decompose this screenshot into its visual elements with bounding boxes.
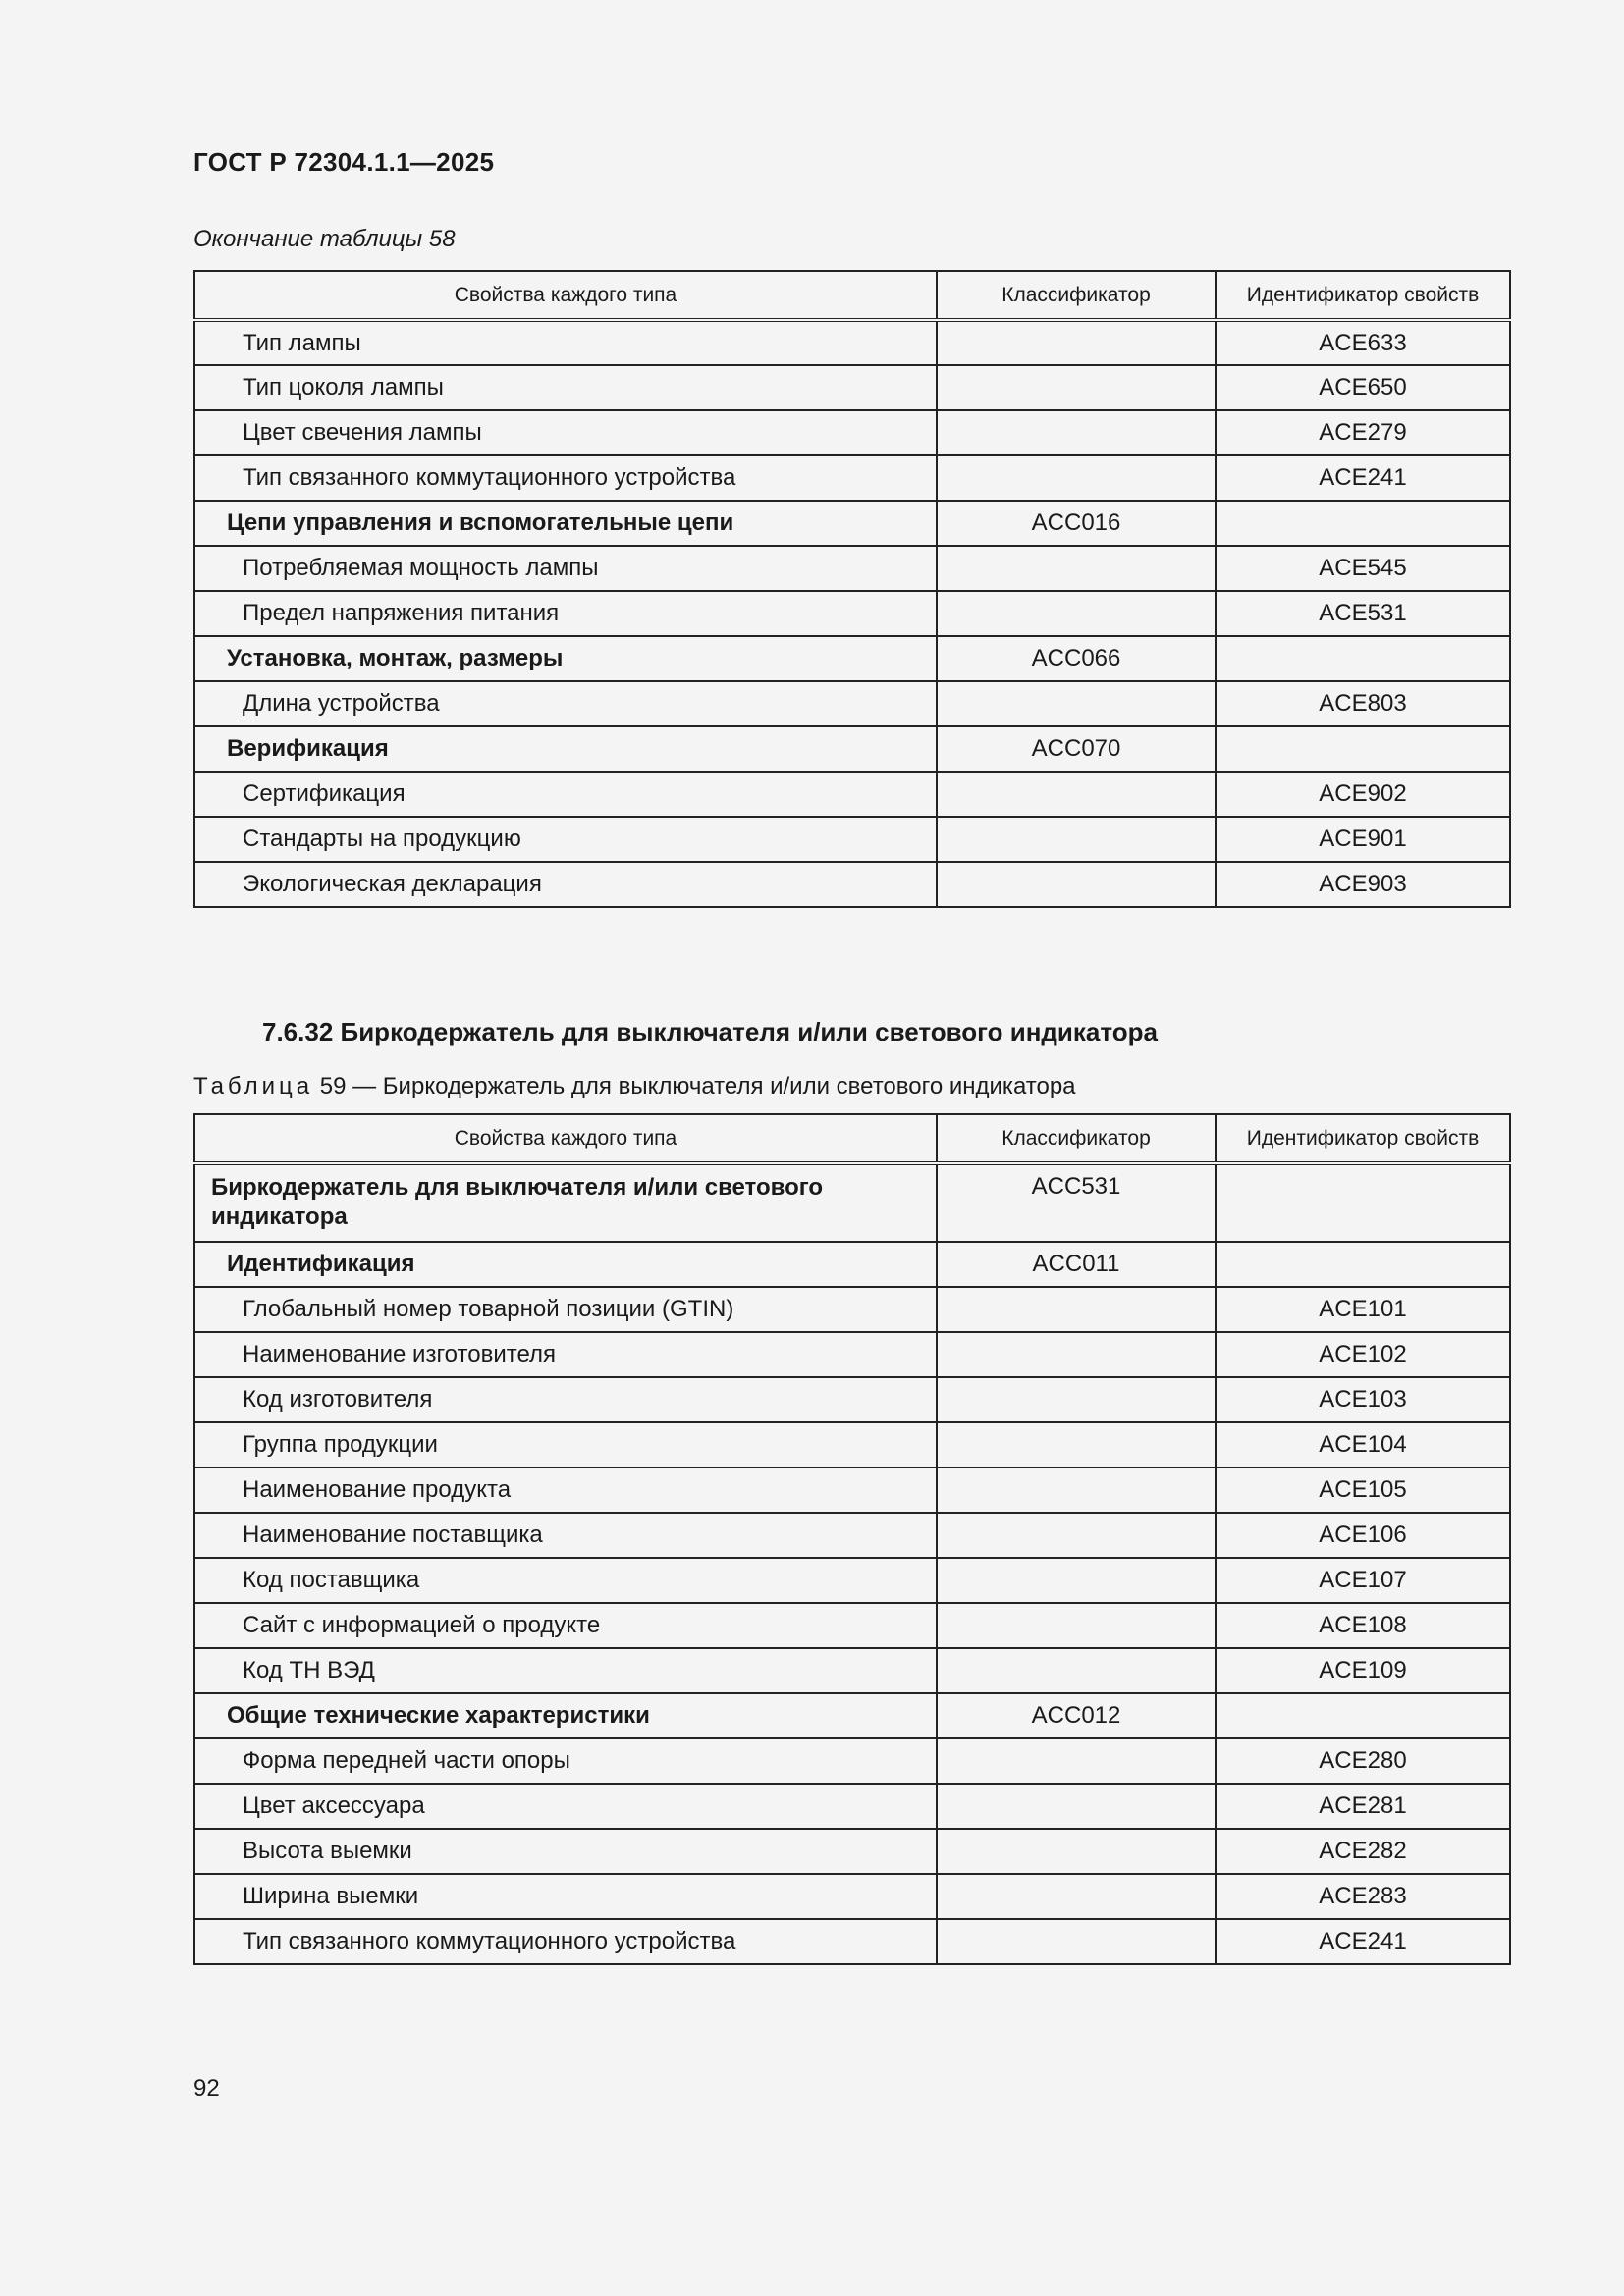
table-row [194, 1648, 1510, 1693]
property-name-cell: Установка, монтаж, размеры [194, 636, 937, 681]
property-name-cell: Код изготовителя [194, 1377, 937, 1422]
classifier-cell [937, 365, 1216, 410]
classifier-cell: ACC531 [937, 1163, 1216, 1242]
classifier-cell: ACC016 [937, 501, 1216, 546]
property-id-cell [1216, 1242, 1510, 1287]
table-58-continuation-caption: Окончание таблицы 58 [193, 226, 456, 252]
property-id-cell: ACE105 [1216, 1468, 1510, 1513]
classifier-cell [937, 1738, 1216, 1784]
classifier-cell: ACC066 [937, 636, 1216, 681]
property-id-cell: ACE531 [1216, 591, 1510, 636]
classifier-cell [937, 817, 1216, 862]
property-id-cell: ACE803 [1216, 681, 1510, 726]
property-name-cell: Наименование продукта [194, 1468, 937, 1513]
property-id-cell [1216, 501, 1510, 546]
property-name-cell: Ширина выемки [194, 1874, 937, 1919]
property-name-cell: Сертификация [194, 772, 937, 817]
property-id-cell: ACE241 [1216, 1919, 1510, 1964]
property-id-cell: ACE102 [1216, 1332, 1510, 1377]
classifier-cell [937, 1829, 1216, 1874]
property-id-cell: ACE108 [1216, 1603, 1510, 1648]
table-caption-text: 59 — Биркодержатель для выключателя и/или светового индикатора [313, 1073, 1076, 1099]
classifier-cell: ACC012 [937, 1693, 1216, 1738]
property-id-cell: ACE280 [1216, 1738, 1510, 1784]
property-name-cell: Наименование поставщика [194, 1513, 937, 1558]
property-id-cell: ACE901 [1216, 817, 1510, 862]
table-58-body [194, 320, 1510, 907]
property-id-cell: ACE282 [1216, 1829, 1510, 1874]
property-name-cell: Общие технические характеристики [194, 1693, 937, 1738]
property-name-cell: Тип связанного коммутационного устройства [194, 455, 937, 501]
classifier-cell [937, 591, 1216, 636]
table-58 [193, 270, 1511, 908]
table-row [194, 817, 1510, 862]
property-id-cell: ACE101 [1216, 1287, 1510, 1332]
classifier-cell [937, 681, 1216, 726]
table-row [194, 1919, 1510, 1964]
property-id-cell: ACE902 [1216, 772, 1510, 817]
column-header-properties: Свойства каждого типа [194, 271, 937, 320]
property-name-cell: Код ТН ВЭД [194, 1648, 937, 1693]
table-row [194, 862, 1510, 907]
table-row [194, 772, 1510, 817]
table-59-caption [193, 1073, 1076, 1100]
table-row [194, 1558, 1510, 1603]
classifier-cell [937, 1468, 1216, 1513]
property-id-cell: ACE633 [1216, 320, 1510, 365]
classifier-cell [937, 1377, 1216, 1422]
property-id-cell [1216, 1693, 1510, 1738]
table-row [194, 1163, 1510, 1242]
property-name-cell: Предел напряжения питания [194, 591, 937, 636]
table-row [194, 320, 1510, 365]
property-id-cell [1216, 726, 1510, 772]
classifier-cell [937, 1784, 1216, 1829]
classifier-cell [937, 410, 1216, 455]
table-row [194, 1287, 1510, 1332]
table-caption-prefix: Таблица [193, 1073, 314, 1099]
table-row [194, 1242, 1510, 1287]
property-id-cell: ACE279 [1216, 410, 1510, 455]
property-name-cell: Тип связанного коммутационного устройства [194, 1919, 937, 1964]
table-row [194, 1377, 1510, 1422]
property-name-cell: Наименование изготовителя [194, 1332, 937, 1377]
property-name-cell: Цепи управления и вспомогательные цепи [194, 501, 937, 546]
table-row [194, 1603, 1510, 1648]
table-row [194, 636, 1510, 681]
property-id-cell: ACE241 [1216, 455, 1510, 501]
table-row [194, 1513, 1510, 1558]
classifier-cell [937, 546, 1216, 591]
table-row [194, 546, 1510, 591]
property-name-cell: Группа продукции [194, 1422, 937, 1468]
property-name-cell: Цвет аксессуара [194, 1784, 937, 1829]
table-59-body [194, 1163, 1510, 1964]
classifier-cell [937, 1648, 1216, 1693]
classifier-cell [937, 1332, 1216, 1377]
table-59 [193, 1113, 1511, 1965]
classifier-cell [937, 1874, 1216, 1919]
property-name-cell: Форма передней части опоры [194, 1738, 937, 1784]
table-row [194, 1784, 1510, 1829]
property-name-cell: Сайт с информацией о продукте [194, 1603, 937, 1648]
classifier-cell [937, 1513, 1216, 1558]
property-name-cell: Стандарты на продукцию [194, 817, 937, 862]
table-row [194, 410, 1510, 455]
table-row [194, 501, 1510, 546]
classifier-cell [937, 1603, 1216, 1648]
property-id-cell: ACE107 [1216, 1558, 1510, 1603]
column-header-classifier: Классификатор [937, 271, 1216, 320]
classifier-cell [937, 1919, 1216, 1964]
property-id-cell: ACE281 [1216, 1784, 1510, 1829]
column-header-property-id: Идентификатор свойств [1216, 1114, 1510, 1163]
property-name-cell: Цвет свечения лампы [194, 410, 937, 455]
classifier-cell [937, 1287, 1216, 1332]
property-id-cell: ACE104 [1216, 1422, 1510, 1468]
property-name-cell: Тип цоколя лампы [194, 365, 937, 410]
column-header-properties: Свойства каждого типа [194, 1114, 937, 1163]
classifier-cell [937, 862, 1216, 907]
property-id-cell [1216, 1163, 1510, 1242]
table-header-row [194, 271, 1510, 320]
property-name-cell: Высота выемки [194, 1829, 937, 1874]
table-row [194, 455, 1510, 501]
property-id-cell: ACE109 [1216, 1648, 1510, 1693]
table-row [194, 1874, 1510, 1919]
property-id-cell: ACE103 [1216, 1377, 1510, 1422]
property-name-cell: Идентификация [194, 1242, 937, 1287]
table-row [194, 726, 1510, 772]
table-row [194, 1422, 1510, 1468]
classifier-cell [937, 1558, 1216, 1603]
table-row [194, 1468, 1510, 1513]
classifier-cell [937, 772, 1216, 817]
classifier-cell: ACC070 [937, 726, 1216, 772]
column-header-property-id: Идентификатор свойств [1216, 271, 1510, 320]
property-id-cell: ACE650 [1216, 365, 1510, 410]
table-row [194, 1738, 1510, 1784]
column-header-classifier: Классификатор [937, 1114, 1216, 1163]
property-id-cell: ACE283 [1216, 1874, 1510, 1919]
table-row [194, 591, 1510, 636]
property-id-cell [1216, 636, 1510, 681]
property-name-cell: Экологическая декларация [194, 862, 937, 907]
property-id-cell: ACE545 [1216, 546, 1510, 591]
property-name-cell: Биркодержатель для выключателя и/или светового индикатора [194, 1163, 937, 1242]
document-code: ГОСТ Р 72304.1.1—2025 [193, 147, 495, 177]
table-row [194, 681, 1510, 726]
classifier-cell [937, 320, 1216, 365]
table-row [194, 365, 1510, 410]
section-heading: 7.6.32 Биркодержатель для выключателя и/или светового индикатора [262, 1017, 1159, 1046]
classifier-cell: ACC011 [937, 1242, 1216, 1287]
property-name-cell: Код поставщика [194, 1558, 937, 1603]
property-name-cell: Потребляемая мощность лампы [194, 546, 937, 591]
table-row [194, 1332, 1510, 1377]
table-row [194, 1829, 1510, 1874]
property-name-cell: Верификация [194, 726, 937, 772]
classifier-cell [937, 455, 1216, 501]
table-header-row [194, 1114, 1510, 1163]
property-name-cell: Глобальный номер товарной позиции (GTIN) [194, 1287, 937, 1332]
table-row [194, 1693, 1510, 1738]
property-name-cell: Длина устройства [194, 681, 937, 726]
classifier-cell [937, 1422, 1216, 1468]
page-number: 92 [193, 2075, 220, 2102]
property-id-cell: ACE903 [1216, 862, 1510, 907]
property-id-cell: ACE106 [1216, 1513, 1510, 1558]
property-name-cell: Тип лампы [194, 320, 937, 365]
